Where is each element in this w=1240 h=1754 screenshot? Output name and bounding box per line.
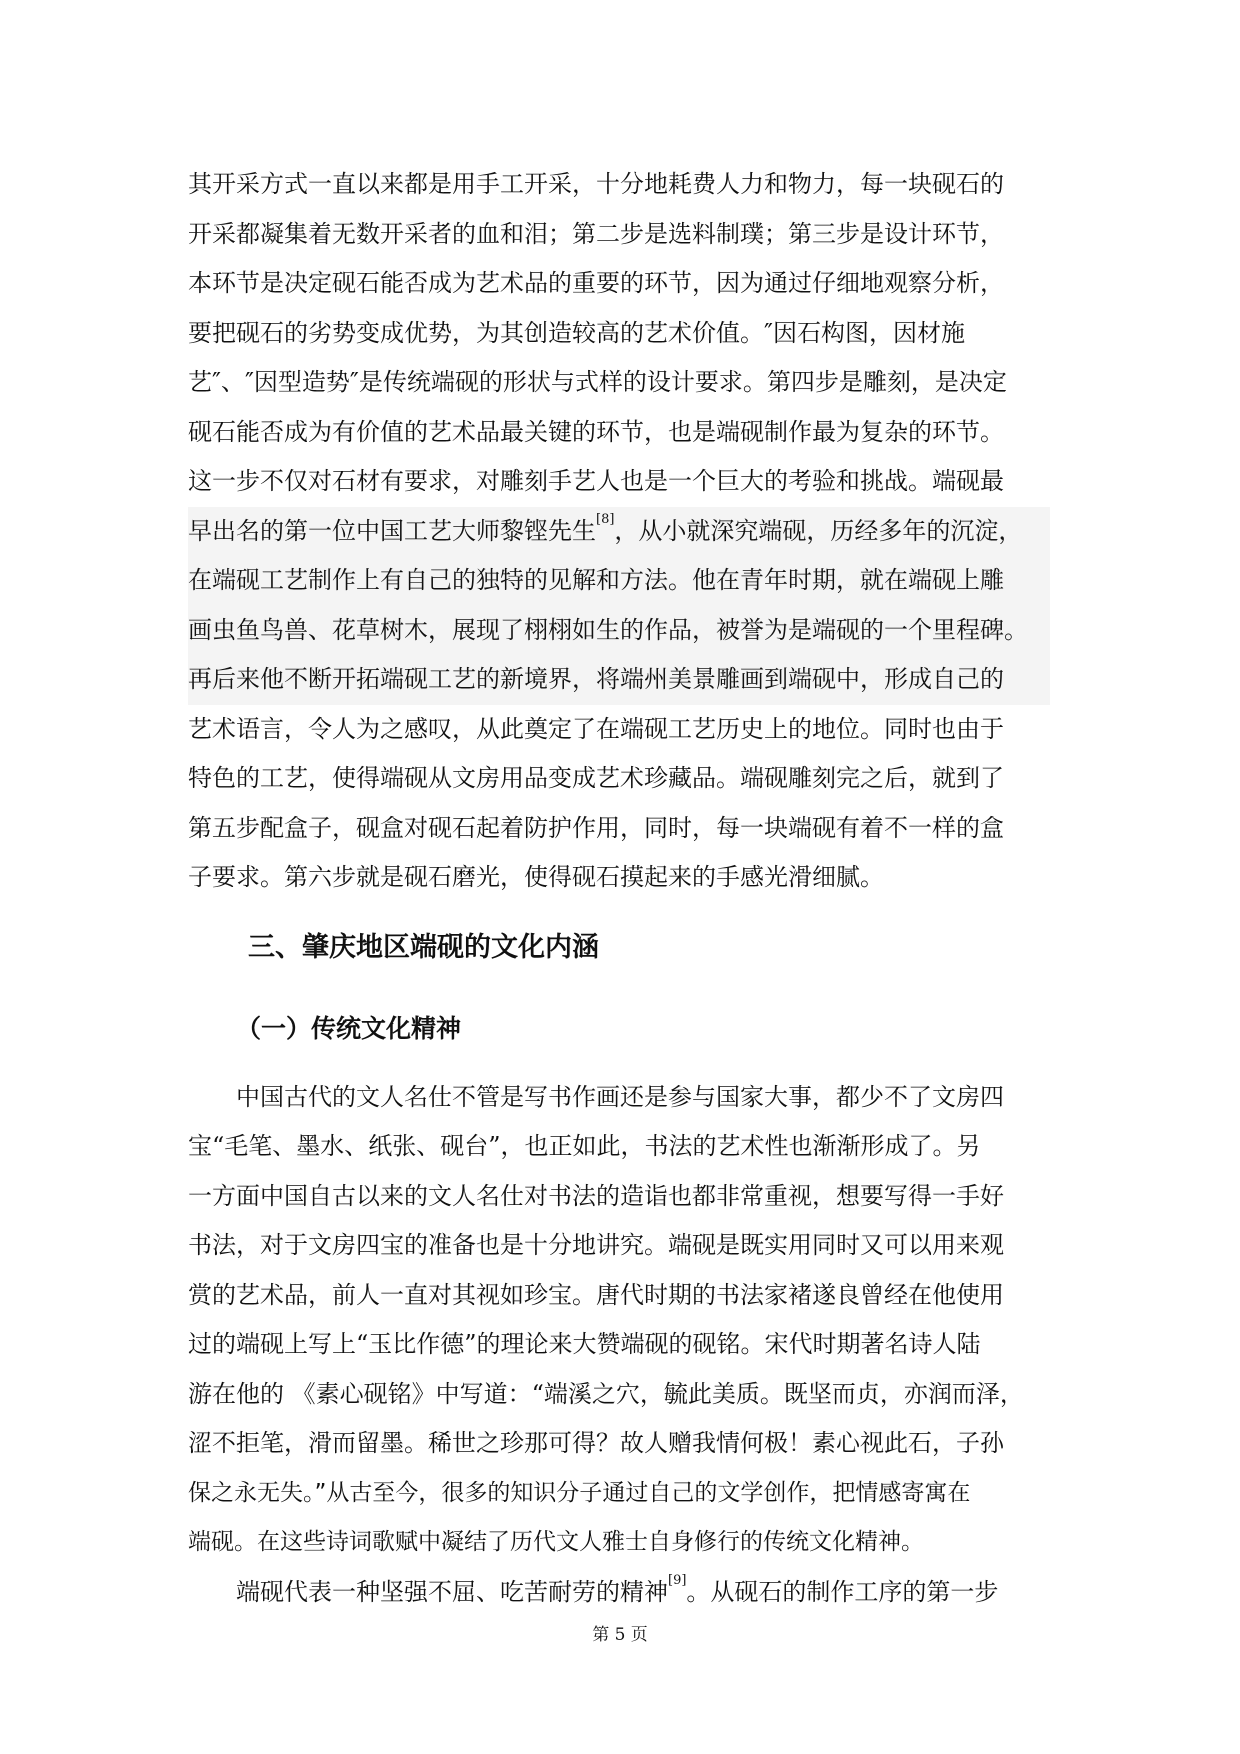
- text-line: 艺术语言，令人为之感叹，从此奠定了在端砚工艺历史上的地位。同时也由于: [188, 714, 1004, 743]
- text-line: 本环节是决定砚石能否成为艺术品的重要的环节，因为通过仔细地观察分析，: [188, 269, 1004, 297]
- text-line: 要把砚石的劣势变成优势，为其创造较高的艺术价值。″因石构图，因材施: [188, 318, 965, 347]
- text-run: ，从小就深究端砚，历经多年的沉淀，: [614, 516, 1023, 545]
- text-line: 第五步配盒子，砚盒对砚石起着防护作用，同时，每一块端砚有着不一样的盒: [188, 813, 1004, 842]
- subsection-heading: （一）传统文化精神: [236, 1013, 462, 1043]
- text-line: 游在他的 《素心砚铭》中写道：“端溪之穴，毓此美质。既坚而贞，亦润而泽，: [188, 1379, 1024, 1408]
- text-line: 书法，对于文房四宝的准备也是十分地讲究。端砚是既实用同时又可以用来观: [188, 1231, 1004, 1259]
- text-run: 早出名的第一位中国工艺大师黎铿先生: [188, 516, 596, 545]
- text-run: 人赠我情何极！素心视此石，子孙: [644, 1429, 1004, 1457]
- section-heading: 三、肇庆地区端砚的文化内涵: [248, 931, 599, 963]
- text-line: [188, 1568, 1050, 1618]
- text-line: 艺″、″因型造势″是传统端砚的形状与式样的设计要求。第四步是雕刻，是决定: [188, 368, 1007, 396]
- text-line: 画虫鱼鸟兽、花草树木，展现了栩栩如生的作品，被誉为是端砚的一个里程碑。: [188, 606, 1050, 656]
- text-line: [188, 1419, 1050, 1469]
- text-line: 过的端砚上写上“玉比作德”的理论来大赞端砚的砚铭。宋代时期著名诗人陆: [188, 1330, 981, 1358]
- text-line: 保之永无失。”从古至今，很多的知识分子通过自己的文学创作，把情感寄寓在: [188, 1479, 971, 1506]
- page-content: [188, 160, 1050, 1617]
- citation-ref-9: [9]: [668, 1572, 687, 1588]
- text-line: 再后来他不断开拓端砚工艺的新境界，将端州美景雕画到端砚中，形成自己的: [188, 655, 1050, 705]
- text-line: 在端砚工艺制作上有自己的独特的见解和方法。他在青年时期，就在端砚上雕: [188, 556, 1050, 606]
- text-line: 一方面中国自古以来的文人名仕对书法的造诣也都非常重视，想要写得一手好: [188, 1181, 1004, 1210]
- text-line: 赏的艺术品，前人一直对其视如珍宝。唐代时期的书法家褚遂良曾经在他使用: [188, 1280, 1004, 1309]
- text-line: 宝“毛笔、墨水、纸张、砚台”，也正如此，书法的艺术性也渐渐形成了。另: [188, 1132, 981, 1160]
- text-run: 涩不拒笔，滑而留墨。稀世之珍那可得？故: [188, 1429, 644, 1457]
- citation-ref-8: [8]: [596, 511, 615, 527]
- page-number: 第 5 页: [592, 1625, 648, 1645]
- text-run: 端砚代表一种坚强不屈、吃苦耐劳的精神: [236, 1577, 668, 1606]
- text-line: 中国古代的文人名仕不管是写书作画还是参与国家大事，都少不了文房四: [236, 1082, 1004, 1111]
- text-line: [188, 507, 1050, 557]
- text-line: 开采都凝集着无数开采者的血和泪；第二步是选料制璞；第三步是设计环节，: [188, 219, 1004, 248]
- text-line: 其开采方式一直以来都是用手工开采，十分地耗费人力和物力，每一块砚石的: [188, 170, 1004, 198]
- text-line: 这一步不仅对石材有要求，对雕刻手艺人也是一个巨大的考验和挑战。端砚最: [188, 467, 1004, 495]
- text-run: 。从砚石的制作工序的第一步: [686, 1577, 999, 1606]
- text-line: 砚石能否成为有价值的艺术品最关键的环节，也是端砚制作最为复杂的环节。: [188, 417, 1004, 446]
- text-line: 子要求。第六步就是砚石磨光，使得砚石摸起来的手感光滑细腻。: [188, 863, 884, 891]
- text-line: 端砚。在这些诗词歌赋中凝结了历代文人雅士自身修行的传统文化精神。: [188, 1529, 924, 1555]
- text-line: 特色的工艺，使得端砚从文房用品变成艺术珍藏品。端砚雕刻完之后，就到了: [188, 764, 1004, 792]
